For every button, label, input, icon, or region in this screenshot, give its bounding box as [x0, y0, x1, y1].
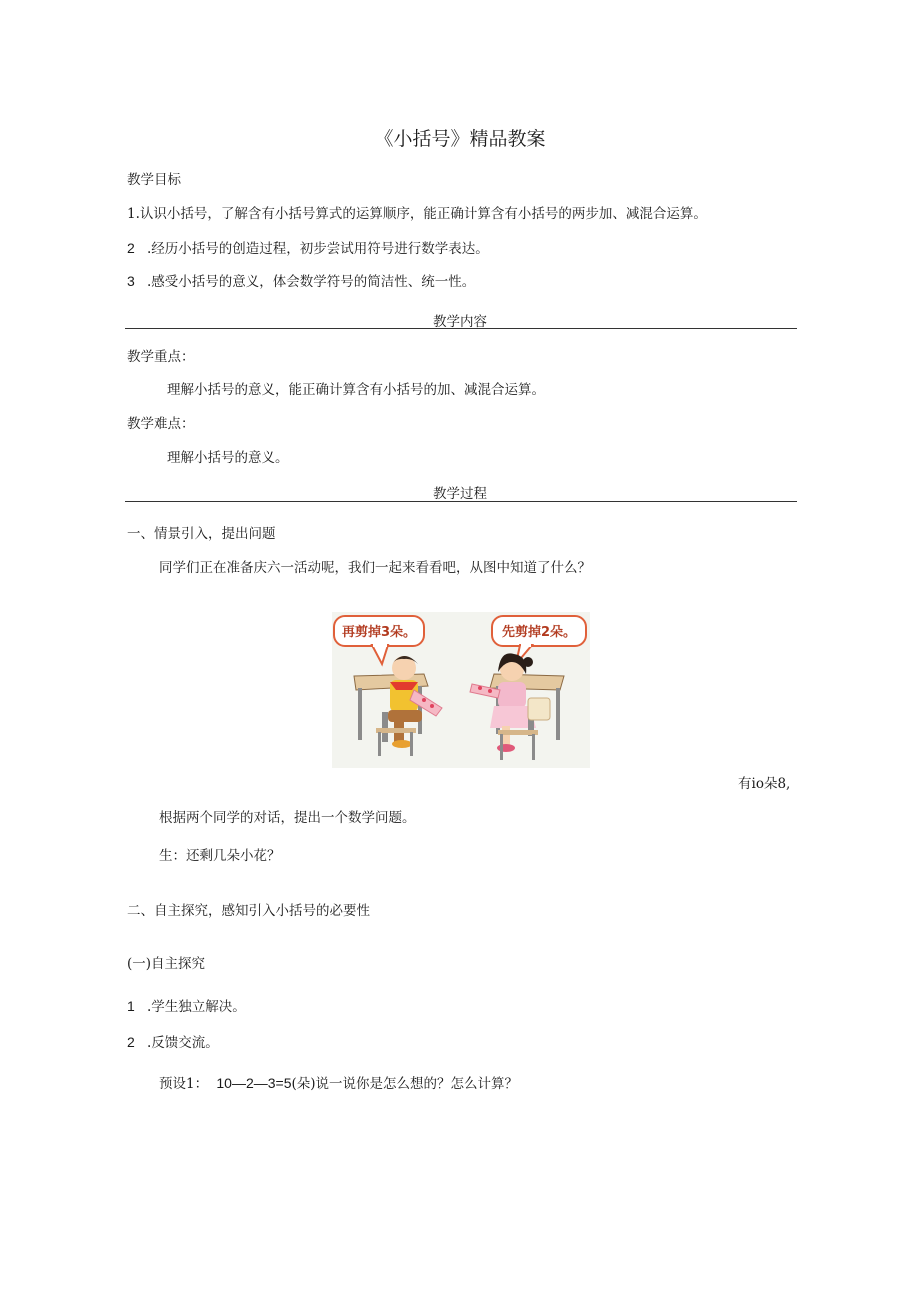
section-divider [125, 328, 797, 329]
step-text: .反馈交流。 [147, 1035, 219, 1051]
bubble-left-text: 再剪掉3朵。 [341, 625, 417, 640]
page-title: 《小括号》精品教案 [374, 128, 546, 150]
process-heading: 教学过程 [433, 486, 487, 502]
step-number: 2 [127, 1034, 135, 1050]
key-point-label: 教学重点： [127, 349, 195, 365]
question-paragraph: 根据两个同学的对话，提出一个数学问题。 [159, 810, 416, 826]
objectives-heading: 教学目标 [127, 172, 181, 188]
step-number: 1 [127, 998, 135, 1014]
preset-line [159, 1072, 518, 1092]
difficulty-text: 理解小括号的意义。 [167, 450, 289, 466]
subsection-title: (一)自主探究 [127, 956, 206, 972]
objective-number: 1. [127, 206, 140, 222]
objective-text: 认识小括号，了解含有小括号算式的运算顺序，能正确计算含有小括号的两步加、减混合运算。 [139, 206, 707, 222]
objective-number: 3 [127, 273, 135, 289]
preset-text: (朵)说一说你是怎么想的？怎么计算？ [291, 1076, 519, 1092]
image-caption: 有io朵8, [738, 776, 791, 792]
section1-title: 一、情景引入，提出问题 [127, 526, 276, 542]
step-text: .学生独立解决。 [147, 999, 246, 1015]
objective-text: .感受小括号的意义，体会数学符号的简洁性、统一性。 [147, 274, 476, 290]
objective-text: .经历小括号的创造过程，初步尝试用符号进行数学表达。 [147, 241, 489, 257]
difficulty-label: 教学难点： [127, 416, 195, 432]
content-heading: 教学内容 [433, 314, 487, 330]
section2-title: 二、自主探究，感知引入小括号的必要性 [127, 903, 370, 919]
bubble-right-text: 先剪掉2朵。 [501, 625, 577, 640]
section-divider [125, 501, 797, 502]
section1-paragraph: 同学们正在准备庆六一活动呢，我们一起来看看吧，从图中知道了什么？ [159, 560, 591, 576]
objective-item-3 [127, 270, 475, 290]
student-answer: 生：还剩几朵小花？ [159, 848, 281, 864]
preset-label: 预设1： [159, 1076, 209, 1092]
objective-number: 2 [127, 240, 135, 256]
step-item-2 [127, 1031, 219, 1051]
classroom-illustration [332, 612, 590, 768]
step-item-1 [127, 995, 246, 1015]
objective-item-2 [127, 237, 489, 257]
key-point-text: 理解小括号的意义，能正确计算含有小括号的加、减混合运算。 [167, 382, 545, 398]
objective-item-1 [127, 202, 707, 222]
preset-expression: 10—2—3=5 [216, 1075, 292, 1091]
